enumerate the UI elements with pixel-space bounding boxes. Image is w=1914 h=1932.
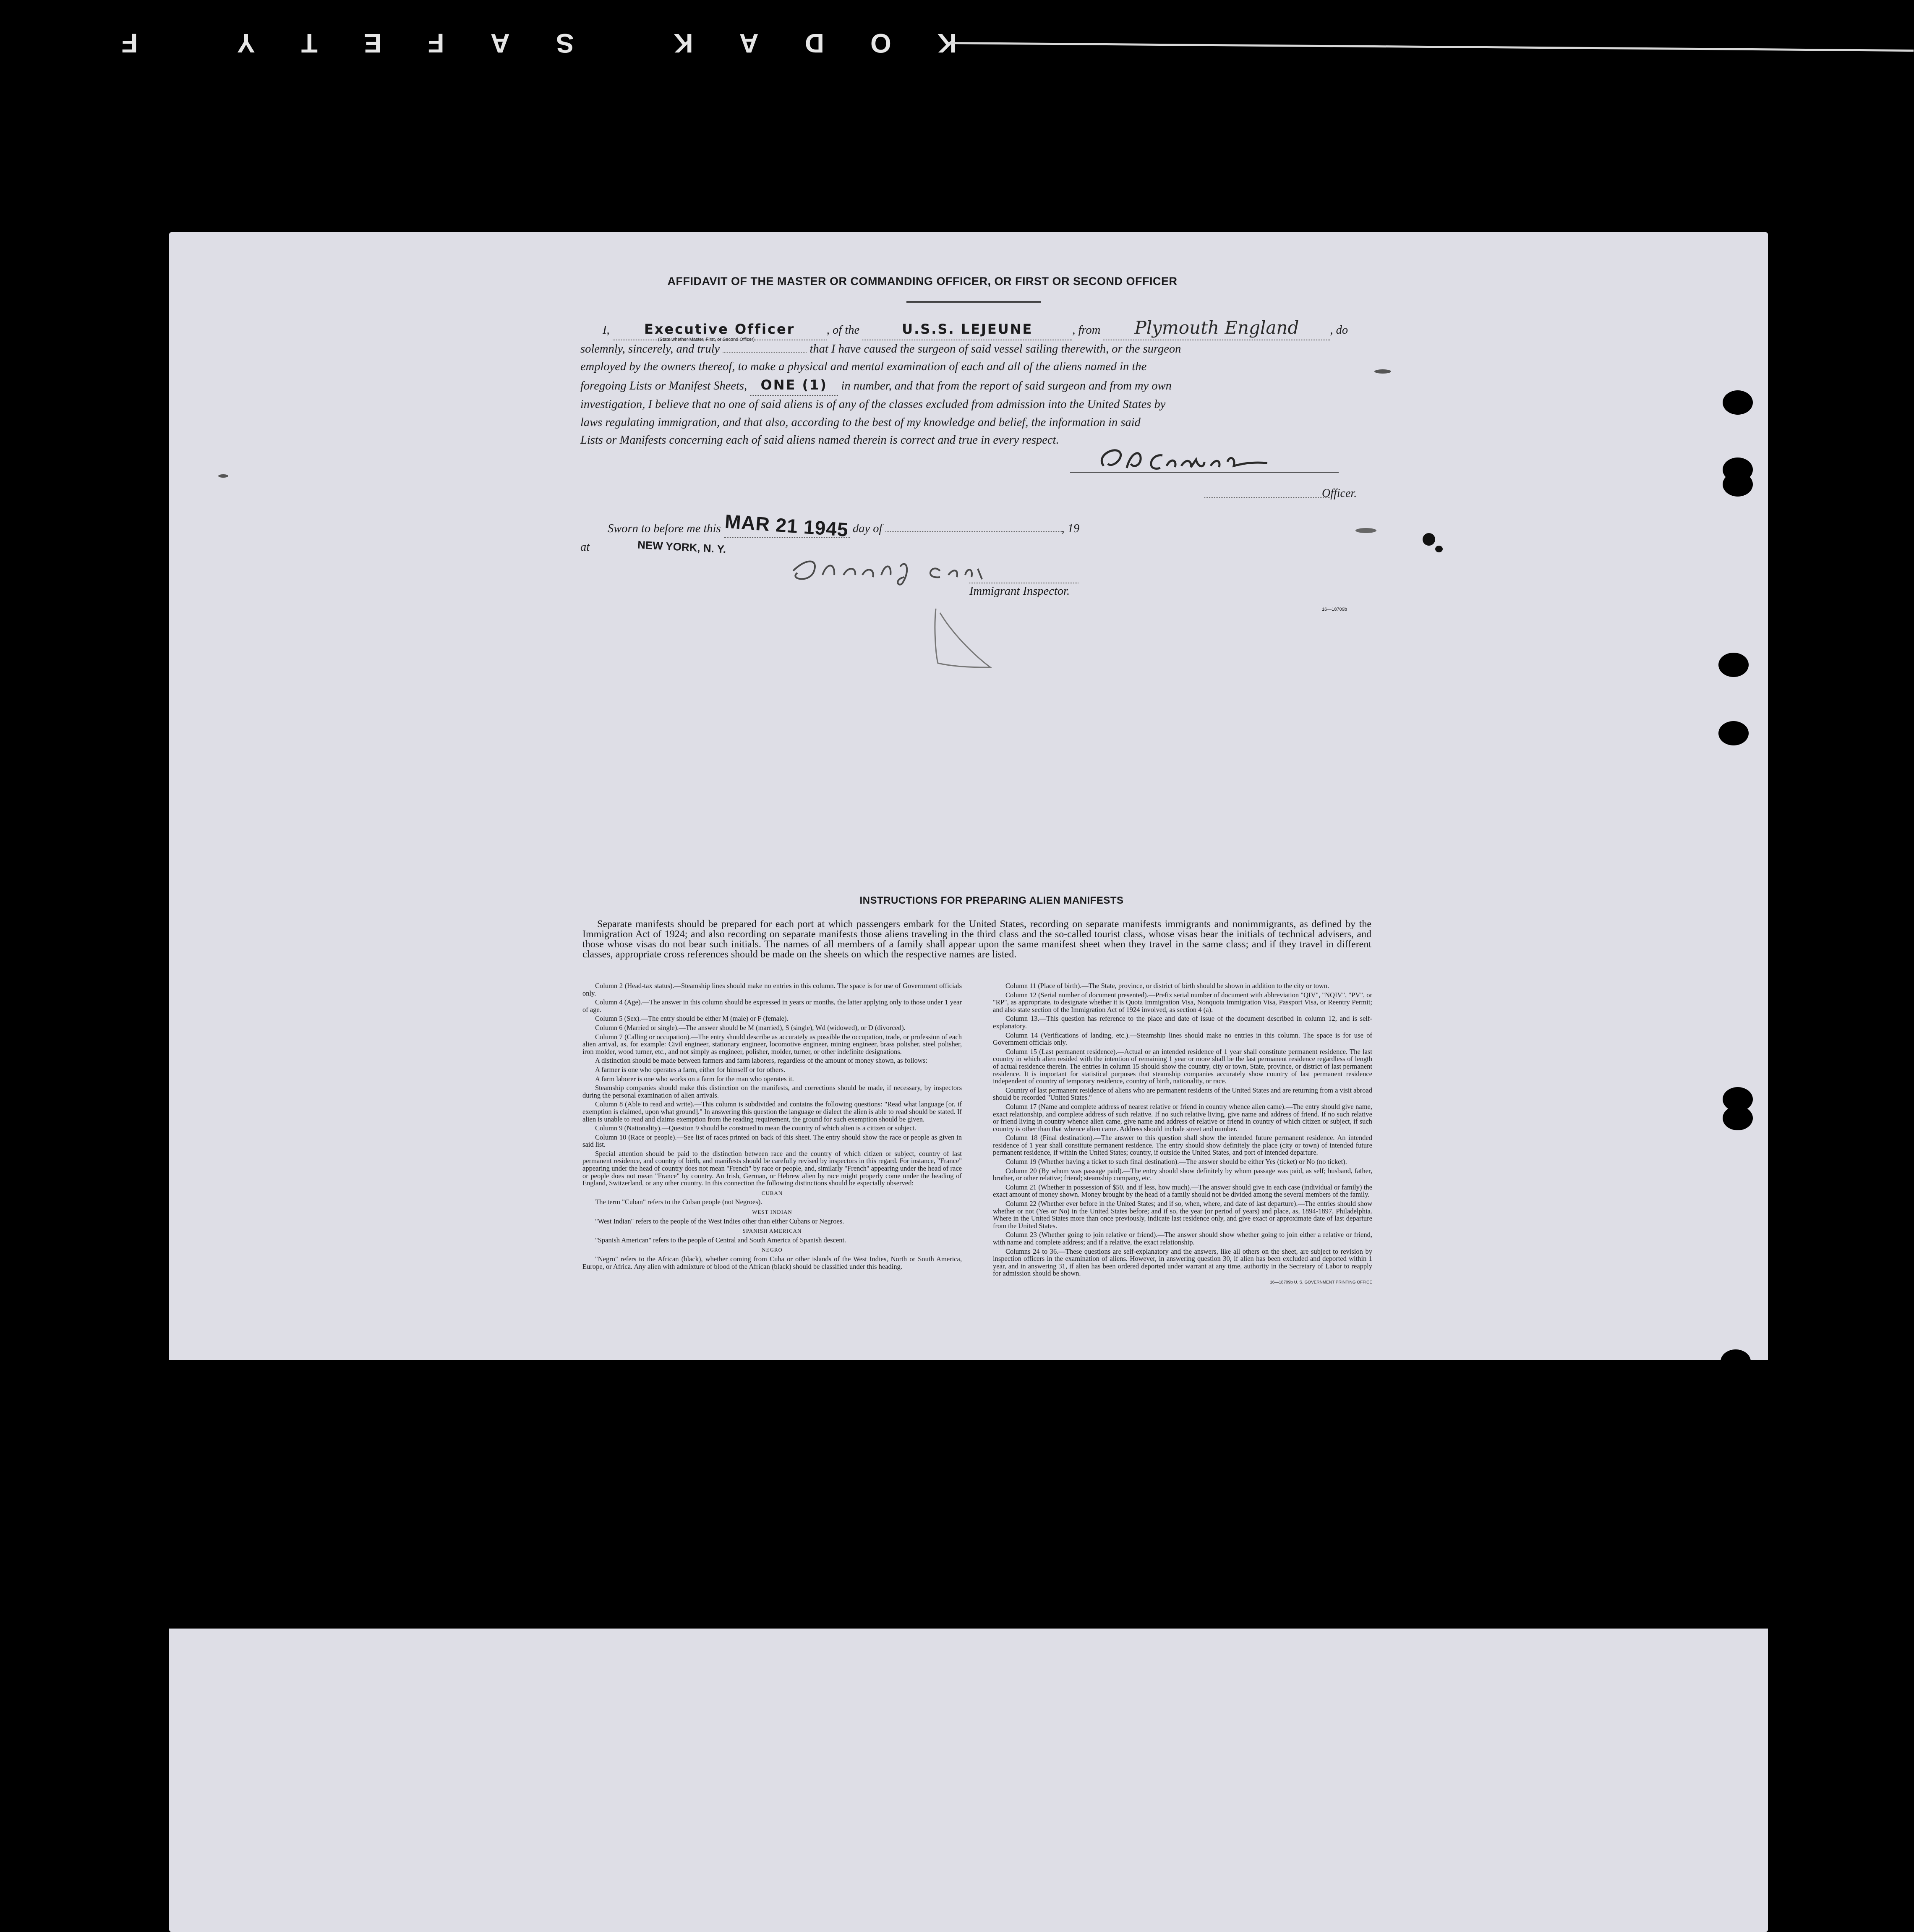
ink-smudge xyxy=(1374,369,1391,374)
punch-hole xyxy=(1721,1349,1751,1374)
instruction-paragraph: Column 9 (Nationality).—Question 9 should be construed to mean the country of which alien is a citizen or subject. xyxy=(595,1124,917,1132)
west-indian-heading: WEST INDIAN xyxy=(752,1209,792,1216)
port-of-departure: Plymouth England xyxy=(1134,317,1299,338)
instructions-right-column xyxy=(993,982,1372,1288)
officer-signature xyxy=(1091,443,1351,481)
instruction-paragraph: Column 2 (Head-tax status).—Steamship lines should make no entries in this column. The space is for use of Government officials only. xyxy=(582,982,962,997)
instruction-paragraph: Column 5 (Sex).—The entry should be either M (male) or F (female). xyxy=(595,1014,789,1023)
cuban-definition: The term "Cuban" refers to the Cuban people (not Negroes). xyxy=(595,1198,762,1206)
affidavit-title: AFFIDAVIT OF THE MASTER OR COMMANDING OFFICER, OR FIRST OR SECOND OFFICER xyxy=(667,275,1178,288)
sworn-text: Sworn to before me this xyxy=(608,522,721,535)
signature-line xyxy=(1070,472,1339,473)
instruction-paragraph: Special attention should be paid to the distinction between race and the country of which citizen or subject, country of last permanent residence, and country of birth, and manifests should be carefully revised by inspectors in this regard. For instance, "France" appearing under the head of country does not mean "French" by race or people, and, similarly "French" appearing under the head of race or people does not mean "France" by country. An Irish, German, or Hebrew alien by race might properly come under the heading of England, Switzerland, or any other country. In this connection the following distinctions should be especially observed: xyxy=(582,1149,962,1187)
instruction-paragraph: Column 18 (Final destination).—The answer to this question shall show the intended future permanent residence. An intended residence of 1 year shall constitute permanent residence. The entry should show definitely the place (city or town) of intended future permanent residence, if within the United States; country, if outside the United States, and port of intended departure. xyxy=(993,1134,1372,1157)
instruction-paragraph: A distinction should be made between farmers and farm laborers, regardless of the amount of money shown, as follows: xyxy=(595,1056,927,1065)
instruction-paragraph: Column 11 (Place of birth).—The State, province, or district of birth should be shown in addition to the city or town. xyxy=(1005,982,1329,990)
instruction-paragraph: Column 8 (Able to read and write).—This column is subdivided and contains the following questions: "Read what language [or, if exemption is claimed, upon what ground]." In answering this question the language or dialect the alien is able to read should be stated. If alien is unable to read and claims exemption from the reading requirement, the ground for such exemption should be given. xyxy=(582,1100,962,1123)
instruction-paragraph: Country of last permanent residence of aliens who are permanent residents of the United States and are returning from a visit abroad should be recorded "United States." xyxy=(993,1086,1372,1102)
instruction-paragraph: Column 19 (Whether having a ticket to such final destination).—The answer should be either Yes (ticket) or No (no ticket). xyxy=(1005,1158,1347,1166)
affidavit-line-5: investigation, I believe that no one of said aliens is of any of the classes excluded from admission into the United States by xyxy=(580,398,1166,411)
punch-hole xyxy=(1721,1419,1751,1443)
page-bottom-border xyxy=(0,1360,1914,1629)
punch-hole xyxy=(1723,1106,1753,1130)
punch-hole xyxy=(1718,721,1749,745)
negro-heading: NEGRO xyxy=(762,1247,783,1253)
instruction-paragraph: Column 17 (Name and complete address of nearest relative or friend in country whence alien came).—The entry should give name, exact relationship, and complete address of such relative. If no such relative living, give name and address of friend. If no such relative or friend living in country whence alien came, give name and address of relative or friend in country of which citizen or subject, if such country is other than that whence alien came. Address should include street and number. xyxy=(993,1102,1372,1133)
film-edge-line xyxy=(948,42,1914,52)
instruction-paragraph: Column 21 (Whether in possession of $50, and if less, how much).—The answer should give in each case (individual or family) the exact amount of money shown. Money brought by the head of a family should not be divided among the several members of the family. xyxy=(993,1183,1372,1199)
officer-label: Officer. xyxy=(1322,487,1357,500)
year-prefix: , 19 xyxy=(1061,522,1080,535)
instruction-paragraph: Column 13.—This question has reference to the place and date of issue of the document described in column 12, and is self-explanatory. xyxy=(993,1014,1372,1030)
day-of-text: day of xyxy=(852,522,883,535)
affidavit-line-2a: solemnly, sincerely, and truly xyxy=(580,342,720,356)
affidavit-line-6: laws regulating immigration, and that also, according to the best of my knowledge and belief, the information in said xyxy=(580,416,1141,429)
affidavit-line-4b: in number, and that from the report of said surgeon and from my own xyxy=(841,379,1172,392)
at-line xyxy=(580,538,727,556)
officer-line xyxy=(1204,497,1330,498)
instruction-paragraph: Column 12 (Serial number of document presented).—Prefix serial number of document with abbreviation "QIV", "NQIV", "PV", or "RP", as appropriate, to designate whether it is Quota Immigration Visa, Nonquota Immigration Visa, Passport Visa, or Reentry Permit; and also state section of the Immigration Act of 1924 involved, as section 4 (a). xyxy=(993,991,1372,1014)
punch-hole xyxy=(1723,472,1753,497)
instructions-intro: Separate manifests should be prepared for each port at which passengers embark for the United States, recording on separate manifests immigrants and nonimmigrants, as defined by the Immigration Act of 1924; and also recording on separate manifests those aliens traveling in the third class and the so-called tourist class, whose visas bear the initials of technical advisers, and those whose visas do not bear such initials. The names of all members of a family shall appear upon the same manifest sheet when they travel in the same class; and if they travel in different classes, appropriate cross references should be made on the sheets on which the respective names are listed. xyxy=(582,919,1371,960)
sheets-count: ONE (1) xyxy=(760,376,828,393)
date-stamp: MAR 21 1945 xyxy=(724,510,849,541)
instruction-paragraph: Steamship companies should make this distinction on the manifests, and corrections should be made, if necessary, by inspectors during the personal examination of alien arrivals. xyxy=(582,1084,962,1099)
film-edge-imprint: KODAK SAFETY F xyxy=(75,28,957,58)
instruction-paragraph: Column 20 (By whom was passage paid).—The entry should show definitely by whom passage was paid, as self; husband, father, brother, or other relative; friend; steamship company, etc. xyxy=(993,1166,1372,1182)
instruction-paragraph: Column 10 (Race or people).—See list of races printed on back of this sheet. The entry should show the race or people as given in said list. xyxy=(582,1133,962,1149)
instruction-paragraph: Column 7 (Calling or occupation).—The entry should describe as accurately as possible the occupation, trade, or profession of each alien arrival, as, for example: Civil engineer, stationary engineer, locomotive engineer, mining engineer, brass polisher, steel polisher, iron molder, wood turner, etc., and not simply as engineer, polisher, molder, turner, or other indefinite designations. xyxy=(582,1033,962,1056)
instruction-paragraph: A farmer is one who operates a farm, either for himself or for others. xyxy=(595,1065,786,1074)
instructions-left-column xyxy=(582,982,962,1272)
at-text: at xyxy=(580,541,590,554)
affidavit-line-3: employed by the owners thereof, to make a physical and mental examination of each and all of the aliens named in the xyxy=(580,360,1147,373)
title-rule xyxy=(906,301,1041,303)
sworn-line xyxy=(608,510,1080,541)
manifest-page xyxy=(169,232,1768,1932)
instruction-paragraph: Column 6 (Married or single).—The answer should be M (married), S (single), Wd (widowed), or D (divorced). xyxy=(595,1023,906,1032)
instruction-paragraph: Column 15 (Last permanent residence).—Actual or an intended residence of 1 year shall constitute permanent residence. The last country in which alien resided with the intention of remaining 1 year or more shall be the last permanent residence regardless of length of actual residence therein. The entries in column 15 should show the country, city or town, State, province, or district of last permanent residence. It is important for statistical purposes that steamship companies accurately show country of last permanent residence independent of country of temporary residence, country of birth, nationality, or race. xyxy=(993,1047,1372,1085)
of-the-text: , of the xyxy=(826,324,860,337)
instruction-paragraph: Column 4 (Age).—The answer in this column should be expressed in years or months, the latter applying only to those under 1 year of age. xyxy=(582,998,962,1014)
west-indian-definition: "West Indian" refers to the people of the West Indies other than either Cubans or Negroes. xyxy=(595,1217,844,1225)
from-text: , from xyxy=(1072,324,1101,337)
printing-office-footer: 16—18709b U. S. GOVERNMENT PRINTING OFFICE xyxy=(1270,1280,1372,1285)
pencil-mark xyxy=(923,604,999,672)
inspector-label: Immigrant Inspector. xyxy=(969,585,1070,598)
instruction-paragraph: Column 14 (Verifications of landing, etc.).—Steamship lines should make no entries in this column. The space is for use of Government officials only. xyxy=(993,1031,1372,1047)
officer-rank: Executive Officer xyxy=(644,321,795,337)
affidavit-line-2b: that I have caused the surgeon of said vessel sailing therewith, or the surgeon xyxy=(809,342,1181,356)
negro-definition: "Negro" refers to the African (black), whether coming from Cuba or other islands of the West Indies, North or South America, Europe, or Africa. Any alien with admixture of blood of the African (black) should be classified under this heading. xyxy=(582,1255,962,1271)
rank-hint: (State whether Master, First, or Second Officer) xyxy=(658,337,755,342)
vessel-name: U.S.S. LEJEUNE xyxy=(902,321,1033,337)
spanish-american-heading: SPANISH AMERICAN xyxy=(742,1228,802,1234)
punch-hole xyxy=(1723,390,1753,415)
ink-smudge xyxy=(1435,546,1443,552)
instruction-paragraph: A farm laborer is one who works on a farm for the man who operates it. xyxy=(595,1074,794,1083)
cuban-heading: CUBAN xyxy=(761,1190,783,1196)
instruction-paragraph: Column 23 (Whether going to join relative or friend).—The answer should show whether going to join either a relative or friend, with name and complete address; and if a relative, the exact relationship. xyxy=(993,1231,1372,1246)
instructions-title: INSTRUCTIONS FOR PREPARING ALIEN MANIFESTS xyxy=(859,895,1124,906)
affidavit-i: I, xyxy=(603,324,610,337)
spanish-american-definition: "Spanish American" refers to the people of Central and South America of Spanish descent. xyxy=(595,1236,846,1244)
ink-smudge xyxy=(1355,528,1376,533)
instruction-paragraph: Column 22 (Whether ever before in the United States; and if so, when, where, and date of last departure).—The entries should show whether or not (Yes or No) in the United States before; and if so, the year (or period of years) and place, as, 1894-1897, Philadelphia. Where in the United States more than once previously, indicate last residence only, and give exact or approximate date of last departure from the United States. xyxy=(993,1200,1372,1230)
instruction-paragraph: Columns 24 to 36.—These questions are self-explanatory and the answers, like all others on the sheet, are subject to revision by inspection officers in the examination of aliens. However, in answering question 30, if alien has been excluded and deported within 1 year, and in answering 31, if alien has been ordered deported under warrant at any time, authority in the Secretary of Labor to reapply for admission should be shown. xyxy=(993,1247,1372,1278)
affidavit-line-7: Lists or Manifests concerning each of said aliens named therein is correct and true in every respect. xyxy=(580,434,1059,447)
form-number: 16—18709b xyxy=(1322,607,1347,612)
punch-hole xyxy=(1718,653,1749,677)
affidavit-line-4a: foregoing Lists or Manifest Sheets, xyxy=(580,379,747,392)
ink-smudge xyxy=(1423,533,1435,546)
do-text: , do xyxy=(1330,324,1348,337)
ink-smudge xyxy=(218,474,228,478)
place-stamp: NEW YORK, N. Y. xyxy=(637,538,727,556)
